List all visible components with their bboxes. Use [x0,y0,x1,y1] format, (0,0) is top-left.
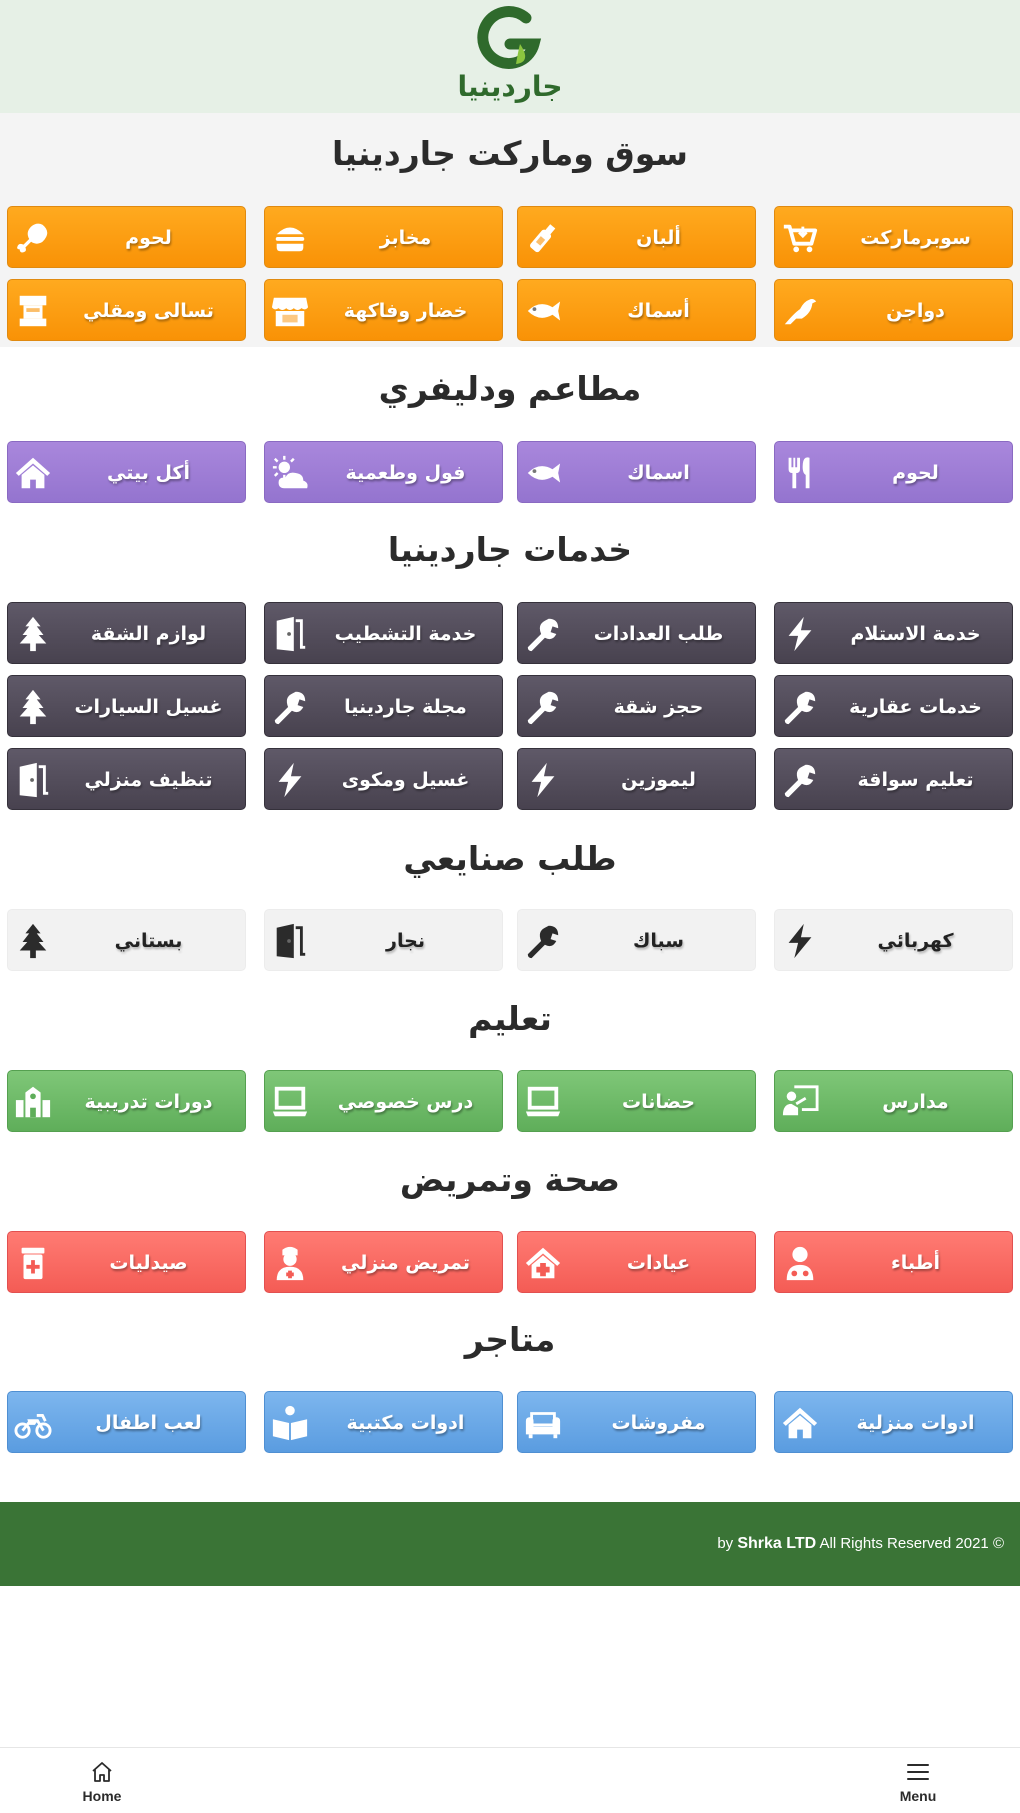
tree-icon [14,688,52,726]
category-button[interactable] [7,206,246,268]
nav-home-label: Home [82,1788,122,1804]
category-button[interactable] [264,675,503,737]
bottom-navigation [0,1747,1020,1813]
category-label: اسماك [627,462,690,484]
category-label: دورات تدريبية [84,1091,213,1113]
category-label: لحوم [892,462,939,484]
utensils-icon [781,454,819,492]
category-label: غسيل ومكوى [341,769,470,791]
category-label: مفروشات [611,1412,706,1434]
section-title: خدمات جاردينيا [387,530,633,569]
category-button[interactable] [517,748,756,810]
category-button[interactable] [517,1231,756,1293]
category-label: خدمة الاستلام [850,623,981,645]
store-icon [271,292,309,330]
nav-menu-button[interactable] [878,1748,958,1813]
category-button[interactable] [774,1391,1013,1453]
bolt-icon [781,922,819,960]
category-button[interactable] [7,441,246,503]
category-button[interactable] [774,748,1013,810]
bolt-icon [524,761,562,799]
category-label: تمريض منزلي [340,1252,471,1274]
top-header [0,0,1020,113]
bottle-icon [524,219,562,257]
category-label: مخابز [379,227,432,249]
category-label: تنظيف منزلي [84,769,213,791]
category-label: ادوات منزلية [856,1412,975,1434]
category-button[interactable] [517,1070,756,1132]
laptop-icon [271,1083,309,1121]
category-button[interactable] [7,279,246,341]
bolt-icon [271,761,309,799]
category-label: صيدليات [109,1252,188,1274]
category-label: لحوم [125,227,172,249]
category-button[interactable] [774,602,1013,664]
category-label: دواجن [886,300,945,322]
door-icon [14,761,52,799]
category-label: درس خصوصي [337,1091,474,1113]
logo-text: جاردينيا [457,70,563,103]
category-button[interactable] [7,748,246,810]
category-button[interactable] [264,1231,503,1293]
category-button[interactable] [517,441,756,503]
category-label: ألبان [636,227,681,249]
section-title: سوق وماركت جاردينيا [332,134,688,173]
category-button[interactable] [264,748,503,810]
copyright-text [717,1502,1004,1586]
category-label: أسماك [627,300,690,322]
home-icon [781,1404,819,1442]
section-title: مطاعم ودليفري [378,369,642,408]
category-button[interactable] [517,279,756,341]
tree-icon [14,615,52,653]
teacher-icon [781,1083,819,1121]
section-title: متاجر [464,1320,556,1359]
category-button[interactable] [774,909,1013,971]
category-button[interactable] [264,1391,503,1453]
machine-icon [14,292,52,330]
bolt-icon [781,615,819,653]
category-label: أكل بيتي [106,462,190,484]
category-label: مدارس [882,1091,949,1113]
category-label: غسيل السيارات [74,696,223,718]
clinic-icon [524,1244,562,1282]
category-button[interactable] [517,1391,756,1453]
category-button[interactable] [774,441,1013,503]
category-label: سوبرماركت [860,227,971,249]
logo-mark-icon [476,4,544,72]
category-button[interactable] [7,675,246,737]
door-icon [271,922,309,960]
category-button[interactable] [517,206,756,268]
category-button[interactable] [517,675,756,737]
category-button[interactable] [774,1231,1013,1293]
nurse-icon [271,1244,309,1282]
section-title: طلب صنايعي [403,839,617,878]
category-label: نجار [386,930,425,952]
category-button[interactable] [264,206,503,268]
section-title: تعليم [468,999,552,1038]
wrench-icon [524,615,562,653]
category-button[interactable] [264,279,503,341]
category-button[interactable] [517,909,756,971]
category-label: لوازم الشقة [90,623,207,645]
category-button[interactable] [7,1231,246,1293]
category-button[interactable] [264,441,503,503]
category-label: أطباء [890,1252,940,1274]
category-label: حجز شقة [613,696,704,718]
wrench-icon [781,688,819,726]
door-icon [271,615,309,653]
laptop-icon [524,1083,562,1121]
fish-icon [524,454,562,492]
fish-icon [524,292,562,330]
footer [0,1502,1020,1586]
cart-icon [781,219,819,257]
category-label: طلب العدادات [593,623,724,645]
category-button[interactable] [774,675,1013,737]
category-label: فول وطعمية [345,462,466,484]
category-label: تسالى ومقلي [83,300,214,322]
category-label: مجلة جاردينيا [344,696,467,718]
burger-icon [271,219,309,257]
home-nav-icon [90,1760,114,1784]
category-button[interactable] [774,279,1013,341]
category-label: خضار وفاكهة [343,300,468,322]
medicine-icon [14,1244,52,1282]
couch-icon [524,1404,562,1442]
category-label: تعليم سواقة [857,769,974,791]
nav-menu-label: Menu [899,1788,937,1804]
category-label: سباك [633,930,684,952]
cloud-sun-icon [271,454,309,492]
category-label: كهربائي [877,930,954,952]
category-button[interactable] [774,1070,1013,1132]
category-label: حضانات [622,1091,695,1113]
section-title: صحة وتمريض [399,1160,621,1199]
category-label: خدمات عقارية [849,696,982,718]
category-label: خدمة التشطيب [334,623,477,645]
category-label: ادوات مكتبية [346,1412,465,1434]
wrench-icon [524,688,562,726]
drumstick-icon [14,219,52,257]
category-button[interactable] [264,1070,503,1132]
category-button[interactable] [7,909,246,971]
book-reader-icon [271,1404,309,1442]
school-icon [14,1083,52,1121]
doctor-icon [781,1244,819,1282]
category-label: بستاني [114,930,183,952]
category-button[interactable] [264,909,503,971]
wrench-icon [781,761,819,799]
category-label: ليموزين [621,769,696,791]
footer-company[interactable]: Shrka LTD [737,1535,817,1552]
tree-icon [14,922,52,960]
category-label: عيادات [626,1252,691,1274]
category-button[interactable] [264,602,503,664]
motorcycle-icon [14,1404,52,1442]
footer-prefix: by [717,1535,734,1552]
category-button[interactable] [517,602,756,664]
gardenia-logo[interactable] [450,4,570,108]
nav-home-button[interactable] [62,1748,142,1813]
footer-rights: All Rights Reserved 2021 © [819,1535,1004,1552]
hamburger-menu-icon [906,1760,930,1784]
category-button[interactable] [7,1070,246,1132]
home-icon [14,454,52,492]
category-button[interactable] [7,1391,246,1453]
category-label: لعب اطفال [95,1412,202,1434]
category-button[interactable] [7,602,246,664]
category-button[interactable] [774,206,1013,268]
bird-icon [781,292,819,330]
wrench-icon [524,922,562,960]
wrench-icon [271,688,309,726]
